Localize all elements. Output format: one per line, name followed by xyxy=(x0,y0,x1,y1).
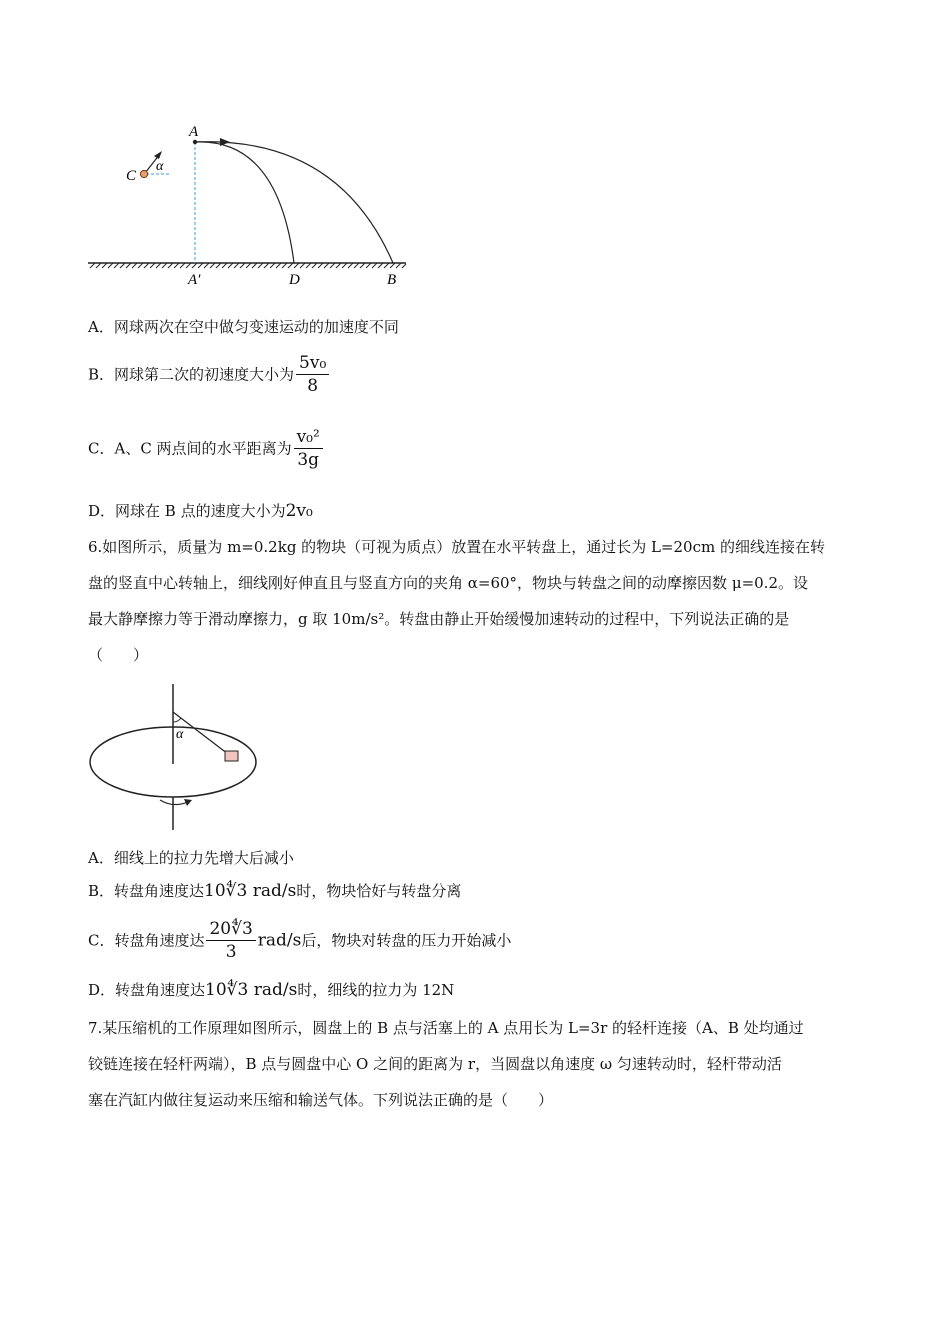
q6-option-b-math: 10∜3 rad/s xyxy=(204,881,297,901)
q6-option-c-fraction xyxy=(206,918,255,963)
q5-option-b xyxy=(88,352,331,397)
q6-option-c-suffix: 后，物块对转盘的压力开始减小 xyxy=(301,931,512,950)
q6-option-d xyxy=(88,979,454,1001)
q5-option-d-math: 2v₀ xyxy=(285,501,313,521)
q7-stem-line3: 塞在汽缸内做往复运动来压缩和输送气体。下列说法正确的是（ ） xyxy=(88,1091,554,1109)
q5-option-b-numerator: 5v₀ xyxy=(296,352,329,375)
q6-option-b xyxy=(88,880,461,902)
projectile-figure xyxy=(88,118,418,293)
q6-option-c-unit: rad/s xyxy=(257,930,302,951)
q6-option-b-prefix: B．转盘角速度达 xyxy=(88,882,205,900)
q5-option-c-text: A、C 两点间的水平距离为 xyxy=(114,439,292,458)
q6-option-d-prefix: D．转盘角速度达 xyxy=(88,981,206,999)
q5-option-b-denominator: 8 xyxy=(307,376,319,396)
q6-option-a xyxy=(88,847,294,869)
rotation-arrow xyxy=(160,800,188,805)
label-C: C xyxy=(126,168,137,184)
q6-stem-line4: （ ） xyxy=(88,646,149,664)
q6-option-c-denominator: 3 xyxy=(225,942,237,962)
q6-option-c xyxy=(88,918,511,963)
label-B: B xyxy=(387,272,397,288)
q6-option-c-prefix: C．转盘角速度达 xyxy=(88,931,205,950)
q6-option-d-suffix: 时，细线的拉力为 12N xyxy=(297,981,455,999)
q5-option-c-prefix: C． xyxy=(88,439,115,458)
block xyxy=(225,751,238,761)
q6-option-c-numerator: 20∜3 xyxy=(206,918,255,941)
angle-arc xyxy=(173,718,181,722)
q5-option-c xyxy=(88,426,325,471)
turntable-figure xyxy=(88,682,263,832)
label-A: A xyxy=(189,124,199,140)
q7-stem xyxy=(88,1010,868,1118)
q6-option-b-suffix: 时，物块恰好与转盘分离 xyxy=(296,882,462,900)
trajectory-to-B xyxy=(195,142,393,263)
q5-option-c-numerator: v₀² xyxy=(294,426,323,449)
tennis-ball xyxy=(140,170,147,177)
q5-option-d-text: D．网球在 B 点的速度大小为 xyxy=(88,502,286,520)
q5-option-b-prefix: B．网球第二次的初速度大小为 xyxy=(88,365,295,384)
q5-option-a xyxy=(88,316,399,338)
q6-stem-line2: 盘的竖直中心转轴上，细线刚好伸直且与竖直方向的夹角 α=60°，物块与转盘之间的动摩擦因数 μ=0.2。设 xyxy=(88,574,808,592)
q7-stem-line2: 铰链连接在轻杆两端），B 点与圆盘中心 O 之间的距离为 r，当圆盘以角速度 ω 匀速转动时，轻杆带动活 xyxy=(88,1055,782,1073)
q5-option-c-fraction xyxy=(294,426,323,471)
point-A xyxy=(193,140,197,144)
q5-option-a-text: A．网球两次在空中做匀变速运动的加速度不同 xyxy=(88,318,399,336)
q7-stem-line1: 7.某压缩机的工作原理如图所示，圆盘上的 B 点与活塞上的 A 点用长为 L=3r 的轻杆连接（A、B 处均通过 xyxy=(88,1019,804,1037)
q6-stem-line1: 6.如图所示，质量为 m=0.2kg 的物块（可视为质点）放置在水平转盘上，通过长为 L=20cm 的细线连接在转 xyxy=(88,538,825,556)
q6-option-a-text: A．细线上的拉力先增大后减小 xyxy=(88,849,294,867)
q5-option-b-fraction xyxy=(296,352,329,397)
label-alpha: α xyxy=(156,159,164,174)
q6-stem xyxy=(88,529,868,673)
trajectory-to-D xyxy=(195,142,294,263)
label-A-prime: A′ xyxy=(188,272,201,288)
q6-option-d-math: 10∜3 rad/s xyxy=(205,980,298,1000)
q5-option-c-denominator: 3g xyxy=(297,450,320,470)
label-D: D xyxy=(289,272,300,288)
q5-option-d xyxy=(88,500,313,522)
q6-stem-line3: 最大静摩擦力等于滑动摩擦力，g 取 10m/s²。转盘由静止开始缓慢加速转动的过程中，下列说法正确的是 xyxy=(88,610,790,628)
label-alpha-fig2: α xyxy=(176,727,184,742)
